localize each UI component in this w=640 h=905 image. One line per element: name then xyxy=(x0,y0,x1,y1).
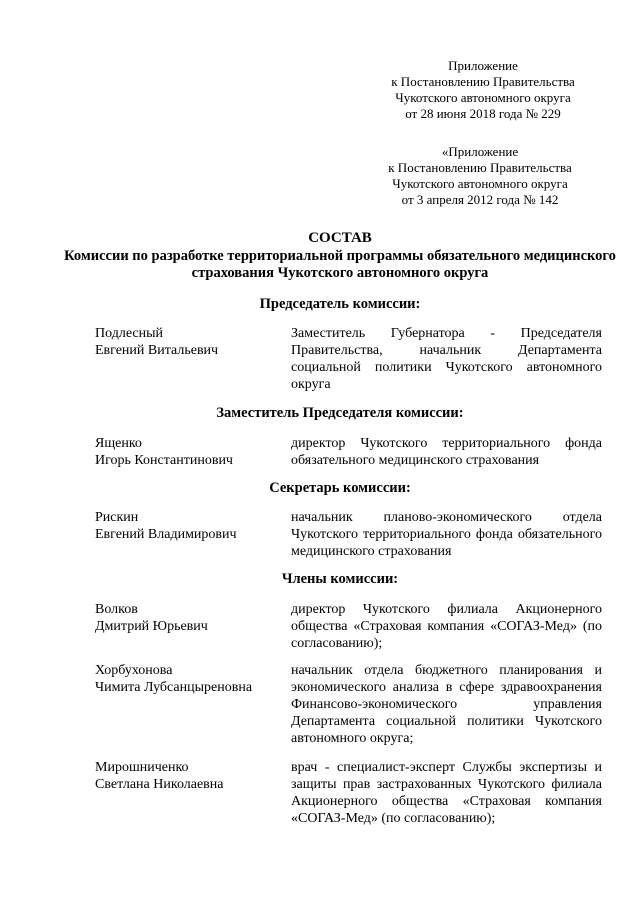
member-name xyxy=(95,509,285,543)
annex-line: к Постановлению Правительства xyxy=(391,74,575,89)
annex-line: к Постановлению Правительства xyxy=(388,160,572,175)
member-given-name: Чимита Лубсанцыреновна xyxy=(95,680,253,695)
member-name xyxy=(95,325,285,359)
member-position: начальник отдела бюджетного планирования и экономического анализа в сфере здравоохранения Финансово-экономического управления Департамента социальной политики Чукотского автономного округа; xyxy=(291,663,602,746)
member-surname: Мирошниченко xyxy=(95,760,189,775)
member-given-name: Светлана Николаевна xyxy=(95,777,224,792)
member-given-name: Евгений Владимирович xyxy=(95,527,237,542)
member-given-name: Дмитрий Юрьевич xyxy=(95,619,208,634)
member-surname: Рискин xyxy=(95,510,139,525)
section-heading-members: Члены комиссии: xyxy=(281,571,399,587)
document-title: СОСТАВ xyxy=(308,230,372,246)
member-surname: Хорбухонова xyxy=(95,663,173,678)
member-position: врач - специалист-эксперт Службы экспертизы и защиты прав застрахованных Чукотского филиала Акционерного общества «Страховая компания «СОГАЗ-Мед» (по согласованию); xyxy=(291,760,602,826)
annex-current-amendment xyxy=(368,58,598,122)
member-given-name: Игорь Константинович xyxy=(95,453,233,468)
member-position: начальник планово-экономического отдела Чукотского территориального фонда обязательного медицинского страхования xyxy=(291,510,602,559)
annex-line: Приложение xyxy=(448,58,518,73)
member-surname: Волков xyxy=(95,602,138,617)
member-position: Заместитель Губернатора - Председателя Правительства, начальник Департамента социальной политики Чукотского автономного округа xyxy=(291,326,602,392)
document-subtitle: Комиссии по разработке территориальной программы обязательного медицинского страхования Чукотского автономного округа xyxy=(64,248,616,281)
member-position: директор Чукотского территориального фонда обязательного медицинского страхования xyxy=(291,436,602,468)
member-name xyxy=(95,662,285,696)
annex-line: от 3 апреля 2012 года № 142 xyxy=(401,192,559,207)
member-name xyxy=(95,759,285,793)
member-name xyxy=(95,435,285,469)
section-heading-secretary: Секретарь комиссии: xyxy=(269,480,411,496)
section-heading-chairman: Председатель комиссии: xyxy=(259,296,421,312)
annex-line: Чукотского автономного округа xyxy=(392,176,568,191)
annex-line: от 28 июня 2018 года № 229 xyxy=(405,106,561,121)
member-given-name: Евгений Витальевич xyxy=(95,343,219,358)
member-surname: Подлесный xyxy=(95,326,163,341)
section-heading-deputy-chairman: Заместитель Председателя комиссии: xyxy=(216,405,464,421)
annex-line: Чукотского автономного округа xyxy=(395,90,571,105)
annex-original-resolution xyxy=(360,144,600,208)
annex-line: «Приложение xyxy=(441,144,519,159)
member-position: директор Чукотского филиала Акционерного общества «Страховая компания «СОГАЗ-Мед» (по согласованию); xyxy=(291,602,602,651)
member-name xyxy=(95,601,285,635)
member-surname: Ященко xyxy=(95,436,142,451)
